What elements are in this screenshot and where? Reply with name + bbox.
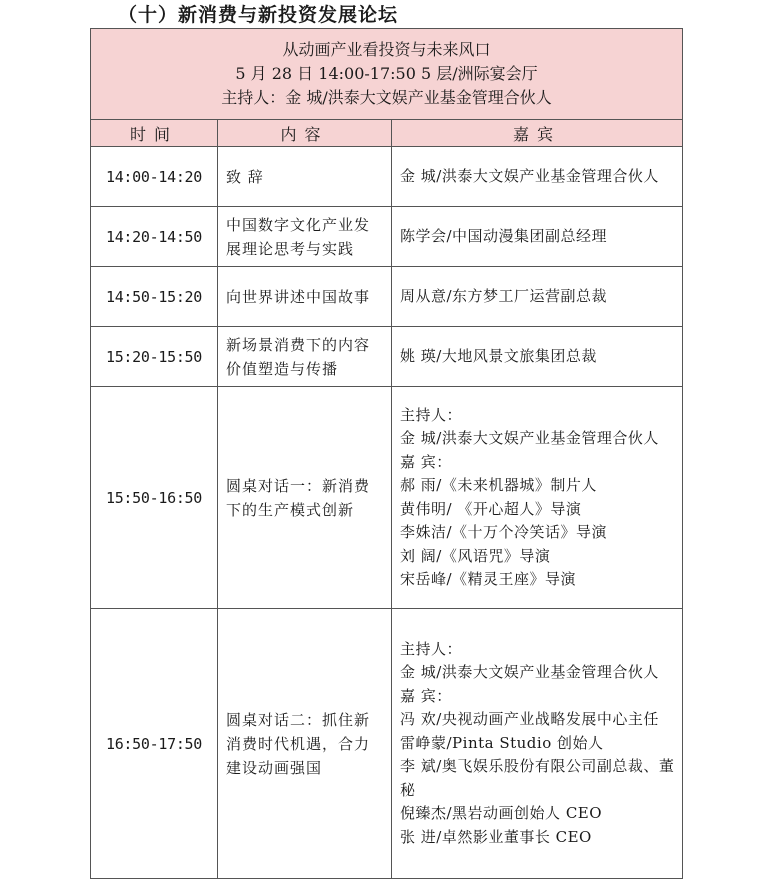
time-cell: 16:50-17:50 <box>91 609 218 879</box>
forum-header <box>91 29 683 120</box>
forum-topic: 从动画产业看投资与未来风口 <box>282 40 491 59</box>
guest-line: 金 城/洪泰大文娱产业基金管理合伙人 <box>400 663 659 682</box>
guest-line: 冯 欢/央视动画产业战略发展中心主任 <box>400 710 659 729</box>
column-header-time: 时间 <box>91 120 218 147</box>
guests-cell <box>392 609 683 879</box>
time-cell: 15:20-15:50 <box>91 327 218 387</box>
time-cell: 14:50-15:20 <box>91 267 218 327</box>
time-cell: 14:20-14:50 <box>91 207 218 267</box>
forum-time-venue: 5 月 28 日 14:00-17:50 5 层/洲际宴会厅 <box>235 64 538 83</box>
content-cell: 新场景消费下的内容价值塑造与传播 <box>218 327 392 387</box>
time-cell: 15:50-16:50 <box>91 387 218 609</box>
guest-line: 姚 瑛/大地风景文旅集团总裁 <box>400 346 597 365</box>
guest-line: 刘 阔/《风语咒》导演 <box>400 546 551 565</box>
guest-line: 张 进/卓然影业董事长 CEO <box>400 827 592 846</box>
guest-line: 李姝洁/《十万个冷笑话》导演 <box>400 523 608 541</box>
guest-line: 宋岳峰/《精灵王座》导演 <box>400 570 577 588</box>
guest-line: 李 斌/奥飞娱乐股份有限公司副总裁、董秘 <box>400 757 675 799</box>
guest-line: 陈学会/中国动漫集团副总经理 <box>400 226 608 245</box>
content-cell: 向世界讲述中国故事 <box>218 267 392 327</box>
content-cell: 中国数字文化产业发展理论思考与实践 <box>218 207 392 267</box>
guest-line: 主持人： <box>400 639 463 658</box>
guests-cell <box>392 207 683 267</box>
guest-line: 金 城/洪泰大文娱产业基金管理合伙人 <box>400 166 659 185</box>
schedule-table <box>90 28 683 879</box>
content-cell: 圆桌对话二：抓住新消费时代机遇，合力建设动画强国 <box>218 609 392 879</box>
guest-line: 主持人： <box>400 405 463 424</box>
guests-cell <box>392 267 683 327</box>
table-row <box>91 147 683 207</box>
column-header-guests: 嘉宾 <box>392 120 683 147</box>
guest-line: 嘉 宾： <box>400 452 452 471</box>
guest-line: 金 城/洪泰大文娱产业基金管理合伙人 <box>400 429 659 447</box>
guest-line: 嘉 宾： <box>400 686 452 705</box>
guest-line: 倪臻杰/黑岩动画创始人 CEO <box>400 804 603 823</box>
guest-line: 郝 雨/《未来机器城》制片人 <box>400 476 597 494</box>
table-row <box>91 267 683 327</box>
guests-cell <box>392 387 683 609</box>
table-row <box>91 387 683 609</box>
content-cell: 圆桌对话一：新消费下的生产模式创新 <box>218 387 392 609</box>
time-cell: 14:00-14:20 <box>91 147 218 207</box>
column-header-content: 内容 <box>218 120 392 147</box>
table-row <box>91 327 683 387</box>
guests-cell <box>392 147 683 207</box>
table-row <box>91 207 683 267</box>
guest-line: 黄伟明/ 《开心超人》导演 <box>400 499 582 518</box>
column-header-row <box>91 120 683 147</box>
table-row <box>91 609 683 879</box>
guest-line: 周从意/东方梦工厂运营副总裁 <box>400 286 608 305</box>
section-title: （十）新消费与新投资发展论坛 <box>118 4 399 26</box>
guest-line: 雷峥蒙/Pinta Studio 创始人 <box>400 733 604 752</box>
forum-host: 主持人：金 城/洪泰大文娱产业基金管理合伙人 <box>221 88 552 107</box>
guests-cell <box>392 327 683 387</box>
content-cell: 致 辞 <box>218 147 392 207</box>
